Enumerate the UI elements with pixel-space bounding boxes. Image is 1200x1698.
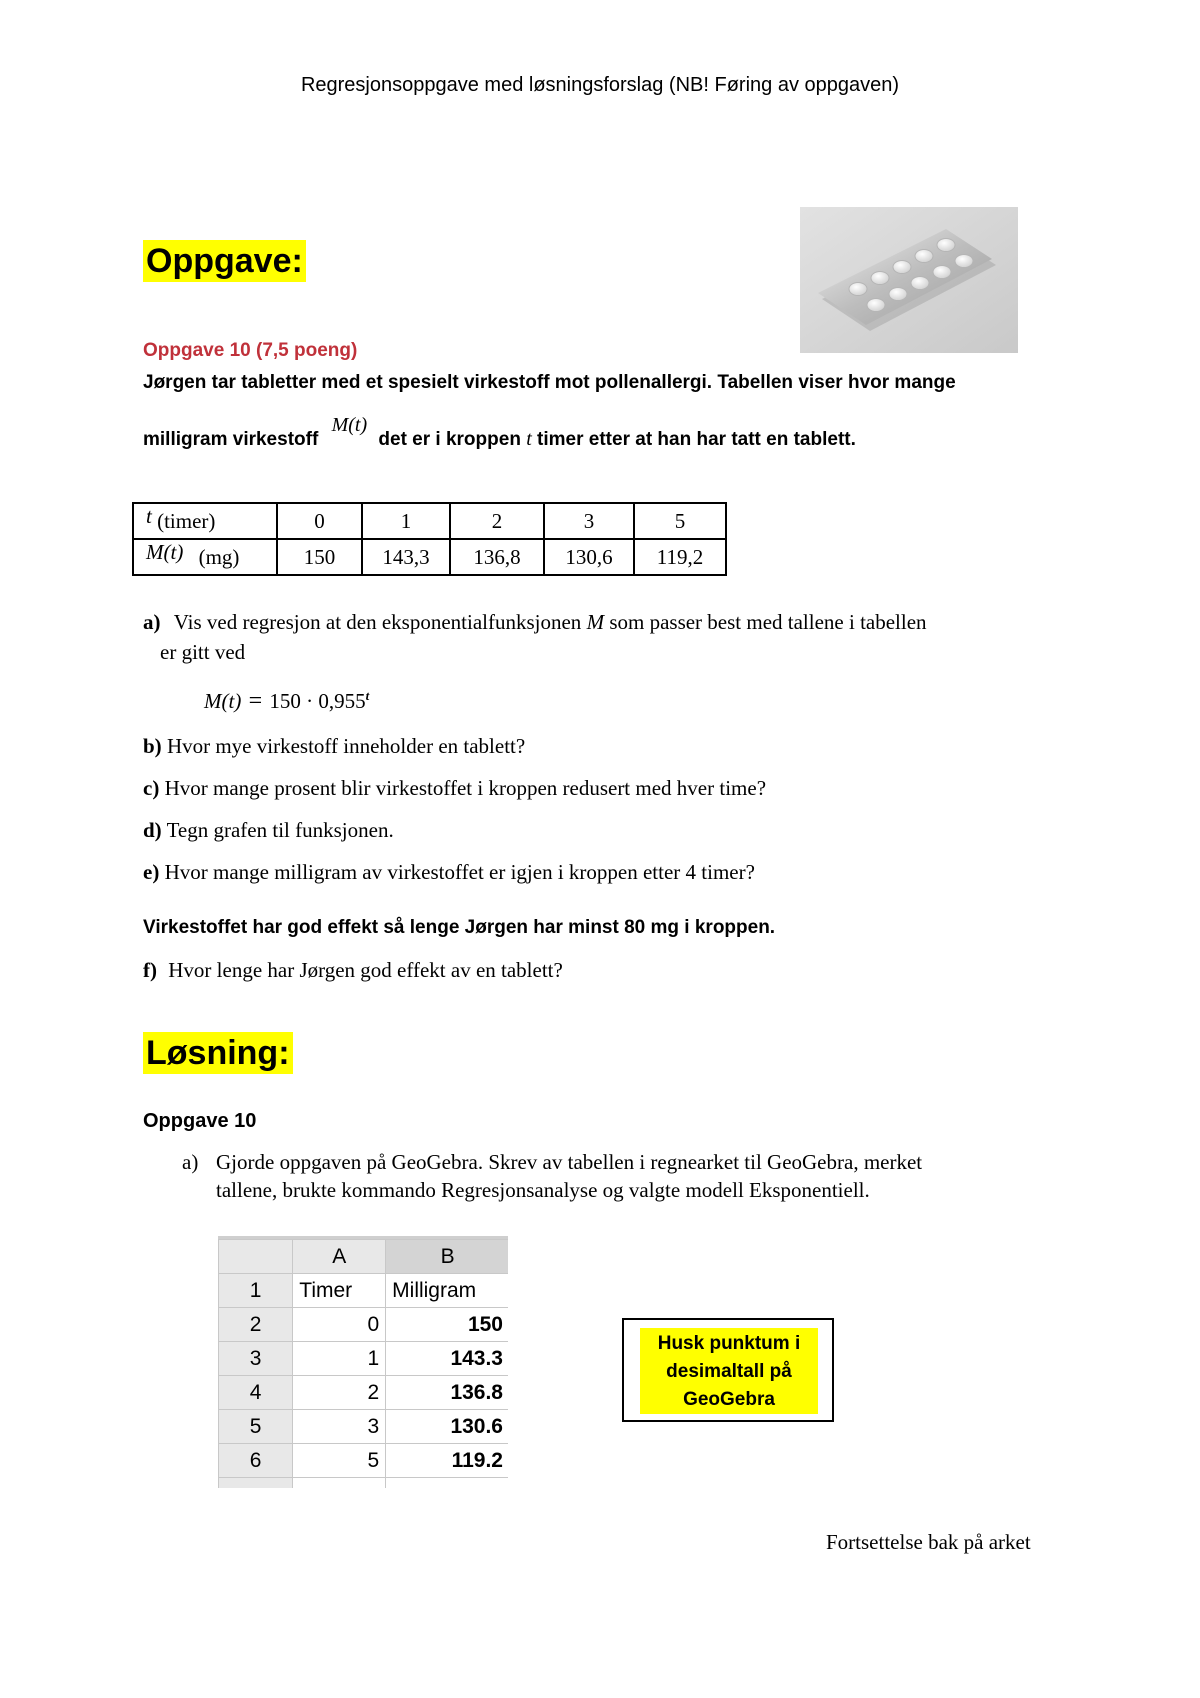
data-table bbox=[132, 502, 727, 576]
spreadsheet-table bbox=[218, 1239, 508, 1488]
solution-task: Oppgave 10 bbox=[143, 1110, 257, 1132]
question-d-label: d) bbox=[143, 818, 162, 842]
question-d-text: Tegn grafen til funksjonen. bbox=[166, 818, 394, 842]
question-c-text: Hvor mange prosent blir virkestoffet i kroppen redusert med hver time? bbox=[164, 776, 767, 800]
cell-a1: Timer bbox=[293, 1274, 386, 1308]
table-cell: 119,2 bbox=[634, 539, 726, 575]
intro-line-2 bbox=[143, 414, 856, 451]
table-cell: 143,3 bbox=[362, 539, 450, 575]
cell-a2: 0 bbox=[293, 1308, 386, 1342]
table-row-time bbox=[133, 503, 726, 539]
table-cell: 0 bbox=[277, 503, 362, 539]
table-cell: 1 bbox=[362, 503, 450, 539]
question-e-text: Hvor mange milligram av virkestoffet er igjen i kroppen etter 4 timer? bbox=[164, 860, 755, 884]
note-highlight bbox=[640, 1328, 818, 1414]
question-b-text: Hvor mye virkestoff inneholder en tablett? bbox=[166, 734, 526, 758]
geogebra-spreadsheet bbox=[218, 1236, 508, 1488]
spreadsheet-row bbox=[219, 1308, 509, 1342]
table-cell: 5 bbox=[634, 503, 726, 539]
corner-cell bbox=[219, 1240, 293, 1274]
question-a-text-2: som passer best med tallene i tabellen bbox=[609, 610, 927, 634]
question-a-label: a) bbox=[143, 610, 161, 634]
solution-a-line-2: tallene, brukte kommando Regresjonsanalyse og valgte modell Eksponentiell. bbox=[216, 1178, 870, 1202]
formula-exponent: t bbox=[365, 688, 370, 703]
question-a-text-3: er gitt ved bbox=[160, 640, 246, 664]
note-line-2: desimaltall på bbox=[666, 1361, 792, 1382]
solution-heading-block bbox=[143, 1032, 293, 1074]
spreadsheet-row bbox=[219, 1444, 509, 1478]
intro-line-2-start: milligram virkestoff bbox=[143, 429, 319, 450]
solution-heading: Løsning: bbox=[143, 1032, 293, 1074]
row-number: 6 bbox=[219, 1444, 293, 1478]
spreadsheet-row-partial bbox=[219, 1478, 509, 1489]
row-number: 4 bbox=[219, 1376, 293, 1410]
question-e bbox=[143, 860, 755, 885]
table-cell: 150 bbox=[277, 539, 362, 575]
table-cell: 130,6 bbox=[544, 539, 634, 575]
column-header-a: A bbox=[293, 1240, 386, 1274]
row-number: 3 bbox=[219, 1342, 293, 1376]
spreadsheet-header-row bbox=[219, 1240, 509, 1274]
document-header: Regresjonsoppgave med løsningsforslag (NB! Føring av oppgaven) bbox=[300, 74, 900, 96]
cell-b3: 143.3 bbox=[386, 1342, 508, 1376]
table-row-mass bbox=[133, 539, 726, 575]
cell-a6: 5 bbox=[293, 1444, 386, 1478]
table-cell: 2 bbox=[450, 503, 544, 539]
task-heading-block bbox=[143, 240, 306, 282]
function-symbol: M(t) bbox=[331, 414, 368, 436]
cell-a5: 3 bbox=[293, 1410, 386, 1444]
question-c bbox=[143, 776, 766, 801]
formula-lhs: M(t) bbox=[204, 689, 242, 713]
row-label-mass: M(t) (mg) bbox=[133, 539, 277, 575]
note-box bbox=[622, 1318, 834, 1422]
intro-line-1: Jørgen tar tabletter med et spesielt virkestoff mot pollenallergi. Tabellen viser hvor mange bbox=[143, 372, 956, 393]
solution-a-label: a) bbox=[182, 1150, 199, 1174]
variable-t: t bbox=[526, 428, 532, 450]
footer-continued: Fortsettelse bak på arket bbox=[826, 1530, 1031, 1554]
formula bbox=[204, 688, 369, 715]
question-f-text: Hvor lenge har Jørgen god effekt av en tablett? bbox=[168, 958, 563, 982]
intro-line-2-end: timer etter at han har tatt en tablett. bbox=[537, 429, 856, 450]
question-a-var: M bbox=[586, 610, 605, 634]
cell-b5: 130.6 bbox=[386, 1410, 508, 1444]
spreadsheet-row bbox=[219, 1342, 509, 1376]
spreadsheet-row bbox=[219, 1274, 509, 1308]
row-number: 2 bbox=[219, 1308, 293, 1342]
question-b-label: b) bbox=[143, 734, 162, 758]
cell-a3: 1 bbox=[293, 1342, 386, 1376]
question-d bbox=[143, 818, 394, 843]
question-a bbox=[143, 610, 927, 635]
table-cell: 3 bbox=[544, 503, 634, 539]
row-label-time: t (timer) bbox=[133, 503, 277, 539]
spreadsheet-row bbox=[219, 1410, 509, 1444]
column-header-b: B bbox=[386, 1240, 508, 1274]
question-b bbox=[143, 734, 525, 759]
spreadsheet-row bbox=[219, 1376, 509, 1410]
cell-b6: 119.2 bbox=[386, 1444, 508, 1478]
pill-blister-photo bbox=[800, 207, 1018, 353]
note-line-3: GeoGebra bbox=[683, 1389, 775, 1410]
question-f bbox=[143, 958, 563, 983]
question-f-label: f) bbox=[143, 958, 157, 982]
question-e-label: e) bbox=[143, 860, 160, 884]
question-a-text-1: Vis ved regresjon at den eksponentialfunksjonen bbox=[173, 610, 582, 634]
row-number: 1 bbox=[219, 1274, 293, 1308]
effect-note: Virkestoffet har god effekt så lenge Jørgen har minst 80 mg i kroppen. bbox=[143, 917, 776, 938]
question-c-label: c) bbox=[143, 776, 160, 800]
table-cell: 136,8 bbox=[450, 539, 544, 575]
note-line-1: Husk punktum i bbox=[657, 1333, 801, 1354]
cell-b1: Milligram bbox=[386, 1274, 508, 1308]
cell-a4: 2 bbox=[293, 1376, 386, 1410]
formula-rhs: 150 · 0,955 bbox=[269, 689, 366, 713]
task-number: Oppgave 10 (7,5 poeng) bbox=[143, 340, 358, 361]
intro-line-2-mid: det er i kroppen bbox=[378, 429, 521, 450]
solution-a-line-1: Gjorde oppgaven på GeoGebra. Skrev av tabellen i regnearket til GeoGebra, merket bbox=[216, 1150, 923, 1174]
cell-b2: 150 bbox=[386, 1308, 508, 1342]
row-number: 5 bbox=[219, 1410, 293, 1444]
formula-eq: = bbox=[248, 688, 263, 714]
cell-b4: 136.8 bbox=[386, 1376, 508, 1410]
task-heading: Oppgave: bbox=[143, 240, 306, 282]
